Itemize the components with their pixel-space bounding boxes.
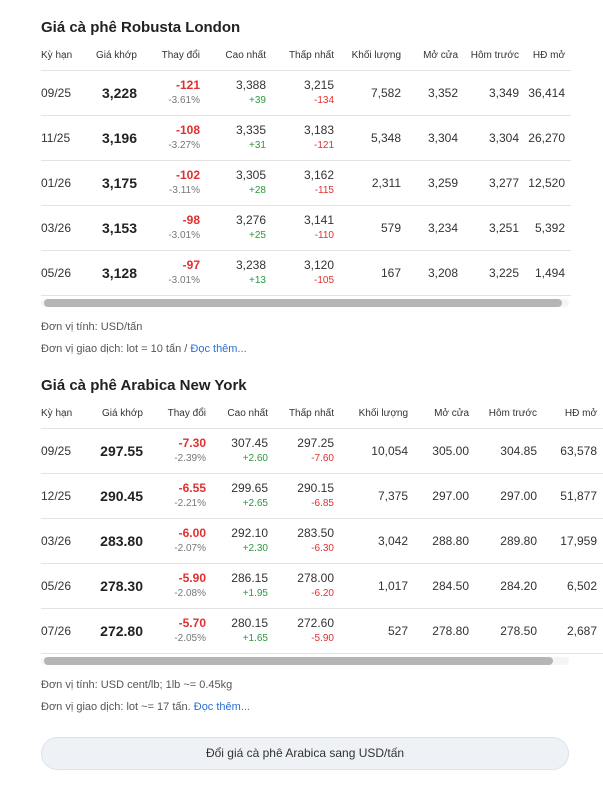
low-value: 290.15 — [297, 480, 334, 495]
low-change: -6.30 — [311, 542, 334, 554]
header-term: Kỳ hạn — [41, 42, 85, 70]
high-change: +2.30 — [242, 542, 268, 554]
open-interest-cell: 12,520 — [525, 160, 571, 205]
open-interest-cell: 51,877 — [543, 473, 603, 518]
convert-arabica-button[interactable]: Đổi giá cà phê Arabica sang USD/tấn — [41, 737, 569, 770]
change-cell — [143, 205, 206, 250]
low-cell — [272, 205, 340, 250]
header-price: Giá khớp — [85, 400, 149, 428]
term-cell: 09/25 — [41, 428, 85, 473]
change-cell — [143, 115, 206, 160]
table-row — [41, 160, 571, 205]
open-interest-cell: 5,392 — [525, 205, 571, 250]
low-value: 3,162 — [303, 167, 334, 182]
header-low: Thấp nhất — [272, 42, 340, 70]
change-percent: -3.61% — [168, 94, 200, 106]
arabica-title: Giá cà phê Arabica New York — [41, 377, 247, 394]
robusta-title: Giá cà phê Robusta London — [41, 19, 241, 36]
low-change: -121 — [313, 139, 334, 151]
term-cell: 03/26 — [41, 518, 85, 563]
table-row — [41, 563, 603, 608]
term-cell: 01/26 — [41, 160, 85, 205]
low-cell — [274, 473, 340, 518]
arabica-scrollbar[interactable] — [41, 654, 569, 668]
arabica-table-wrapper[interactable] — [41, 400, 597, 654]
high-value: 280.15 — [231, 615, 268, 630]
arabica-section — [41, 372, 597, 718]
arabica-table-body — [41, 428, 603, 653]
volume-cell: 527 — [340, 608, 414, 653]
table-row — [41, 473, 603, 518]
low-cell — [274, 428, 340, 473]
open-interest-cell: 26,270 — [525, 115, 571, 160]
high-cell — [206, 70, 272, 115]
price-cell: 290.45 — [85, 473, 149, 518]
open-interest-cell: 1,494 — [525, 250, 571, 295]
scroll-thumb[interactable] — [44, 657, 553, 665]
open-interest-cell: 6,502 — [543, 563, 603, 608]
change-percent: -3.27% — [168, 139, 200, 151]
high-cell — [212, 473, 274, 518]
table-row — [41, 205, 571, 250]
open-interest-cell: 2,687 — [543, 608, 603, 653]
change-cell — [149, 608, 212, 653]
open-interest-cell: 63,578 — [543, 428, 603, 473]
arabica-unit-note: Đơn vị tính: USD cent/lb; 1lb ~= 0.45kg — [41, 678, 233, 691]
robusta-unit-note: Đơn vị tính: USD/tấn — [41, 320, 143, 333]
high-change: +1.65 — [242, 632, 268, 644]
price-cell: 3,175 — [85, 160, 143, 205]
table-row — [41, 250, 571, 295]
change-percent: -2.08% — [174, 587, 206, 599]
change-value: -97 — [182, 257, 200, 272]
change-value: -5.70 — [178, 615, 206, 630]
high-value: 307.45 — [231, 435, 268, 450]
prev-cell: 3,225 — [464, 250, 525, 295]
robusta-table-wrapper[interactable] — [41, 42, 569, 296]
arabica-lot-text: Đơn vị giao dịch: lot ~= 17 tấn. — [41, 700, 194, 713]
price-cell: 3,196 — [85, 115, 143, 160]
change-percent: -2.05% — [174, 632, 206, 644]
high-cell — [212, 563, 274, 608]
high-value: 3,335 — [235, 122, 266, 137]
prev-cell: 297.00 — [475, 473, 543, 518]
low-value: 297.25 — [297, 435, 334, 450]
change-value: -7.30 — [178, 435, 206, 450]
change-value: -5.90 — [178, 570, 206, 585]
low-value: 272.60 — [297, 615, 334, 630]
change-value: -98 — [182, 212, 200, 227]
low-cell — [272, 250, 340, 295]
change-value: -108 — [175, 122, 200, 137]
open-cell: 3,234 — [407, 205, 464, 250]
prev-cell: 3,277 — [464, 160, 525, 205]
price-cell: 283.80 — [85, 518, 149, 563]
change-cell — [149, 428, 212, 473]
low-value: 3,215 — [303, 77, 334, 92]
high-value: 3,388 — [235, 77, 266, 92]
high-change: +25 — [249, 229, 266, 241]
high-cell — [212, 428, 274, 473]
robusta-section — [41, 14, 569, 360]
change-percent: -2.39% — [174, 452, 206, 464]
header-high: Cao nhất — [206, 42, 272, 70]
high-cell — [212, 608, 274, 653]
header-open: Mở cửa — [407, 42, 464, 70]
change-percent: -3.01% — [168, 274, 200, 286]
low-value: 3,183 — [303, 122, 334, 137]
price-cell: 3,153 — [85, 205, 143, 250]
term-cell: 12/25 — [41, 473, 85, 518]
open-interest-cell: 36,414 — [525, 70, 571, 115]
header-volume: Khối lượng — [340, 400, 414, 428]
robusta-scrollbar[interactable] — [41, 296, 569, 310]
low-cell — [274, 518, 340, 563]
change-cell — [143, 160, 206, 205]
low-change: -115 — [314, 184, 334, 196]
arabica-read-more-link[interactable]: Đọc thêm... — [193, 700, 250, 713]
prev-cell: 289.80 — [475, 518, 543, 563]
volume-cell: 579 — [340, 205, 407, 250]
term-cell: 05/26 — [41, 250, 85, 295]
volume-cell: 10,054 — [340, 428, 414, 473]
open-cell: 297.00 — [414, 473, 475, 518]
arabica-header-row — [41, 400, 603, 428]
high-value: 286.15 — [231, 570, 268, 585]
term-cell: 03/26 — [41, 205, 85, 250]
low-cell — [272, 70, 340, 115]
prev-cell: 284.20 — [475, 563, 543, 608]
change-percent: -2.21% — [174, 497, 206, 509]
volume-cell: 7,582 — [340, 70, 407, 115]
prev-cell: 3,304 — [464, 115, 525, 160]
change-percent: -2.07% — [174, 542, 206, 554]
low-change: -7.60 — [311, 452, 334, 464]
low-cell — [274, 608, 340, 653]
low-value: 3,120 — [303, 257, 334, 272]
change-cell — [149, 563, 212, 608]
price-cell: 3,228 — [85, 70, 143, 115]
change-cell — [143, 250, 206, 295]
prev-cell: 304.85 — [475, 428, 543, 473]
low-value: 278.00 — [297, 570, 334, 585]
robusta-table — [41, 42, 571, 296]
prev-cell: 3,251 — [464, 205, 525, 250]
low-change: -134 — [313, 94, 334, 106]
price-cell: 3,128 — [85, 250, 143, 295]
term-cell: 05/26 — [41, 563, 85, 608]
scroll-thumb[interactable] — [44, 299, 562, 307]
term-cell: 11/25 — [41, 115, 85, 160]
low-change: -110 — [314, 229, 334, 241]
header-change: Thay đổi — [149, 400, 212, 428]
change-cell — [149, 518, 212, 563]
low-value: 283.50 — [297, 525, 334, 540]
volume-cell: 5,348 — [340, 115, 407, 160]
prev-cell: 3,349 — [464, 70, 525, 115]
low-change: -105 — [313, 274, 334, 286]
prev-cell: 278.50 — [475, 608, 543, 653]
header-volume: Khối lượng — [340, 42, 407, 70]
low-change: -6.85 — [311, 497, 334, 509]
change-cell — [149, 473, 212, 518]
high-cell — [206, 250, 272, 295]
price-cell: 297.55 — [85, 428, 149, 473]
table-row — [41, 115, 571, 160]
header-term: Kỳ hạn — [41, 400, 85, 428]
high-value: 3,276 — [235, 212, 266, 227]
header-change: Thay đổi — [143, 42, 206, 70]
high-change: +2.65 — [242, 497, 268, 509]
open-cell: 288.80 — [414, 518, 475, 563]
header-prev: Hôm trước — [464, 42, 525, 70]
change-value: -6.00 — [178, 525, 206, 540]
header-high: Cao nhất — [212, 400, 274, 428]
high-change: +39 — [249, 94, 266, 106]
high-cell — [212, 518, 274, 563]
open-interest-cell: 17,959 — [543, 518, 603, 563]
low-cell — [272, 115, 340, 160]
header-price: Giá khớp — [85, 42, 143, 70]
high-value: 299.65 — [231, 480, 268, 495]
high-cell — [206, 115, 272, 160]
volume-cell: 1,017 — [340, 563, 414, 608]
arabica-table — [41, 400, 603, 654]
low-cell — [274, 563, 340, 608]
robusta-table-body — [41, 70, 571, 295]
term-cell: 07/26 — [41, 608, 85, 653]
high-change: +31 — [249, 139, 266, 151]
open-cell: 3,304 — [407, 115, 464, 160]
header-open-interest: HĐ mở — [525, 42, 571, 70]
open-cell: 3,259 — [407, 160, 464, 205]
high-change: +1.95 — [242, 587, 268, 599]
open-cell: 284.50 — [414, 563, 475, 608]
low-cell — [272, 160, 340, 205]
table-row — [41, 518, 603, 563]
open-cell: 278.80 — [414, 608, 475, 653]
change-percent: -3.01% — [168, 229, 200, 241]
header-low: Thấp nhất — [274, 400, 340, 428]
table-row — [41, 608, 603, 653]
table-row — [41, 70, 571, 115]
header-open-interest: HĐ mở — [543, 400, 603, 428]
change-percent: -3.11% — [169, 184, 200, 196]
change-value: -121 — [175, 77, 200, 92]
arabica-lot-note — [41, 696, 569, 718]
high-value: 3,238 — [235, 257, 266, 272]
high-value: 3,305 — [235, 167, 266, 182]
low-value: 3,141 — [303, 212, 334, 227]
high-value: 292.10 — [231, 525, 268, 540]
change-value: -102 — [175, 167, 200, 182]
high-cell — [206, 160, 272, 205]
change-value: -6.55 — [178, 480, 206, 495]
robusta-read-more-link[interactable]: Đọc thêm... — [190, 342, 247, 355]
header-open: Mở cửa — [414, 400, 475, 428]
high-change: +28 — [249, 184, 266, 196]
volume-cell: 167 — [340, 250, 407, 295]
high-change: +2.60 — [242, 452, 268, 464]
volume-cell: 2,311 — [340, 160, 407, 205]
high-change: +13 — [249, 274, 266, 286]
change-cell — [143, 70, 206, 115]
low-change: -5.90 — [311, 632, 334, 644]
high-cell — [206, 205, 272, 250]
robusta-header-row — [41, 42, 571, 70]
open-cell: 305.00 — [414, 428, 475, 473]
table-row — [41, 428, 603, 473]
open-cell: 3,352 — [407, 70, 464, 115]
low-change: -6.20 — [311, 587, 334, 599]
volume-cell: 3,042 — [340, 518, 414, 563]
header-prev: Hôm trước — [475, 400, 543, 428]
open-cell: 3,208 — [407, 250, 464, 295]
robusta-lot-note — [41, 338, 569, 360]
price-cell: 278.30 — [85, 563, 149, 608]
volume-cell: 7,375 — [340, 473, 414, 518]
price-cell: 272.80 — [85, 608, 149, 653]
robusta-lot-text: Đơn vị giao dịch: lot = 10 tấn / — [41, 342, 191, 355]
term-cell: 09/25 — [41, 70, 85, 115]
